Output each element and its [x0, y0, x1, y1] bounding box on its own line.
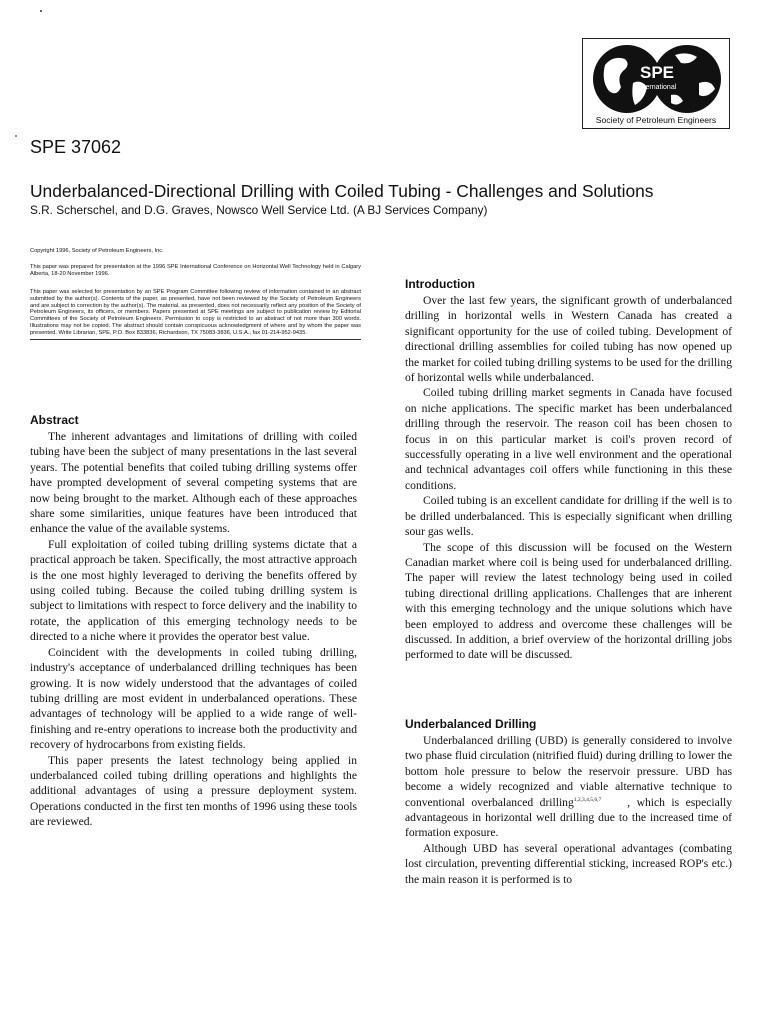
underbalanced-drilling-heading: Underbalanced Drilling: [405, 717, 537, 731]
logo-wordmark: SPE: [639, 63, 675, 82]
abstract-paragraph: Full exploitation of coiled tubing drilling systems dictate that a practical approach be taken. Specifically, the most attractive approach is the one most highly leveraged to deriving the benefits offered by using coiled tubing. Because the coiled tubing drilling system is subject to limitations with respect to force delivery and the inability to rotate, the application of this emerging technology needs to be directed to a niche where it provides the operator best value.: [30, 537, 357, 644]
scan-speck: [15, 135, 17, 137]
introduction-paragraph: Coiled tubing drilling market segments in Canada have focused on niche applications. The specific market has been underbalanced drilling through the reservoir. The reason coil has been chosen to focus in on this particular market is coil's proven record of successfully operating in a live well environment and the operational and technical advantages coil offers while functioning in this these conditions.: [405, 386, 732, 492]
copyright-notice: Copyright 1996, Society of Petroleum Engineers, Inc.: [30, 248, 164, 254]
introduction-paragraph: The scope of this discussion will be focused on the Western Canadian market where coil is being used for underbalanced drilling. The paper will review the latest technology being used in coiled tubing directional drilling applications. Challenges that are inherent with this emerging technology and the unique solutions which have been employed to address and overcome these challenges will be discussed. In addition, a brief overview of the horizontal drilling jobs performed to date will be discussed.: [405, 540, 732, 662]
introduction-body: [405, 293, 732, 663]
authors: S.R. Scherschel, and D.G. Graves, Nowsco Well Service Ltd. (A BJ Services Company): [30, 203, 488, 217]
introduction-paragraph: Over the last few years, the significant growth of underbalanced drilling in horizontal wells in Western Canada has created a significant opportunity for the use of coiled tubing. Development of directional drilling assemblies for coiled tubing has now opened up the market for coiled tubing drilling systems to be used for the drilling of horizontal wells while underbalanced.: [405, 294, 732, 385]
review-notice: This paper was selected for presentation by an SPE Program Committee following review of information contained in an abstract submitted by the author(s). Contents of the paper, as presented, have not been reviewed by the Society of Petroleum Engineers and are subject to correction by the author(s). The material, as presented, does not necessarily reflect any position of the Society of Petroleum Engineers, its officers, or members. Papers presented at SPE meetings are subject to publication review by Editorial Committees of the Society of Petroleum Engineers. Permission to copy is restricted to an abstract of not more than 300 words. Illustrations may not be copied. The abstract should contain conspicuous acknowledgment of where and by whom the paper was presented. Write Librarian, SPE, P.O. Box 833836, Richardson, TX 75083-3836, U.S.A., fax 01-214-952-9435.: [30, 289, 361, 336]
scan-speck: [40, 10, 42, 12]
abstract-paragraph: The inherent advantages and limitations of drilling with coiled tubing have been the subject of many presentations in the last several years. The potential benefits that coiled tubing drilling systems offer have prompted development of several competing systems that are now being brought to the market. Although each of these approaches share some similarities, unique features have been introduced that enhance the value of the available systems.: [30, 430, 357, 536]
introduction-heading: Introduction: [405, 277, 475, 291]
spe-logo: [582, 38, 730, 129]
paper-title: Underbalanced-Directional Drilling with Coiled Tubing - Challenges and Solutions: [30, 181, 654, 201]
underbalanced-paragraph: [405, 733, 732, 841]
globe-logo-icon: [587, 43, 727, 115]
abstract-paragraph: Coincident with the developments in coiled tubing drilling, industry's acceptance of underbalanced drilling techniques has been growing. It is now widely understood that the advantages of coiled tubing drilling are most evident in underbalanced operations. These advantages of technology will be applied to a wide range of well-finishing and re-entry operations to increase both the productivity and recovery of hydrocarbons from existing fields.: [30, 645, 357, 752]
paper-number: SPE 37062: [30, 137, 122, 157]
abstract-body: [30, 429, 357, 830]
reference-superscript: 1,2,3,4,5,6,7: [573, 796, 602, 803]
paragraph-text: Underbalanced drilling (UBD) is generally considered to involve two phase fluid circulation (nitrified fluid) during drilling to lower the bottom hole pressure to below the reservoir pressure. UBD has become a widely recognized and viable alternative technique to conventional overbalanced drilling: [405, 734, 732, 809]
review-notice-block: [30, 289, 361, 340]
logo-caption: Society of Petroleum Engineers: [595, 115, 717, 125]
abstract-paragraph: This paper presents the latest technology being applied in underbalanced coiled tubing drilling operations and highlights the additional advantages of using a pressure deployment system. Operations conducted in the first ten months of 1996 using these tools are reviewed.: [30, 753, 357, 829]
abstract-heading: Abstract: [30, 413, 79, 427]
paragraph-text: , which is especially advantageous in horizontal well drilling due to the increased time of formation exposure.: [405, 795, 732, 840]
underbalanced-drilling-body: [405, 733, 732, 887]
underbalanced-paragraph: Although UBD has several operational advantages (combating lost circulation, preventing differential sticking, increased ROP's etc.) the main reason it is performed is to: [405, 841, 732, 886]
presentation-notice: This paper was prepared for presentation at the 1996 SPE International Conference on Horizontal Well Technology held in Calgary Alberta, 18-20 November 1996.: [30, 264, 361, 277]
logo-sub-wordmark: International: [637, 84, 677, 91]
introduction-paragraph: Coiled tubing is an excellent candidate for drilling if the well is to be drilled underbalanced. This is especially significant when drilling sour gas wells.: [405, 494, 732, 539]
